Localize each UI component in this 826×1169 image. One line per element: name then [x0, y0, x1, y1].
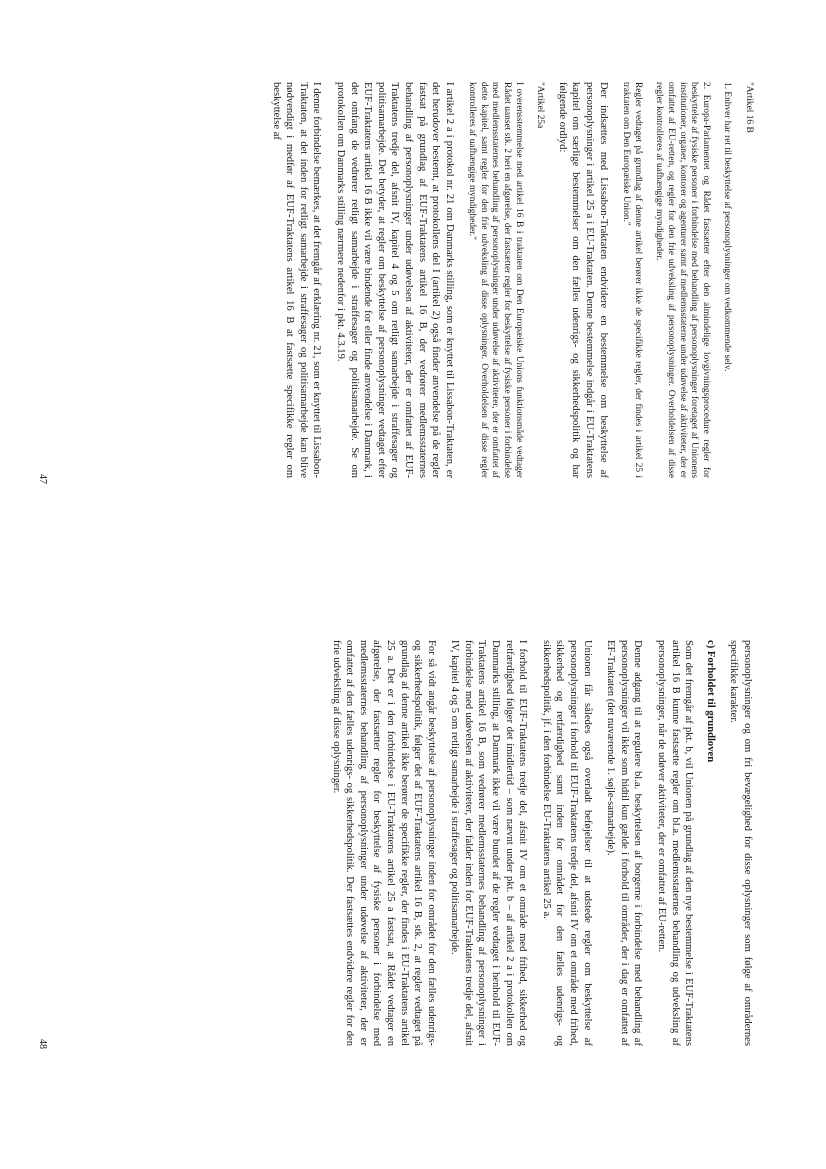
quote-article-16b-paragraph-1: 1. Enhver har ret til beskyttelse af personoplysninger om vedkommende selv.	[722, 82, 733, 372]
body-paragraph: I artikel 2 a i protokol nr. 21 om Danmarks stilling, som er knyttet til Lissabon-Traktaten, er det herudover bestemt, at protokollens del I (artikel 2) også finder anvendelse på de regler fastsat på grundlag af EUF-Traktatens artikel 16 B, der vedrører medlemsstaternes behandling af personoplysninger under udøvelsen af aktiviteter, der er omfattet af EUF-Traktatens tredje del, afsnit IV, kapitel 4 og 5 om retligt samarbejde i straffesager og politisamarbejde. Det betyder, at regler om beskyttelse af personoplysninger vedtaget efter EUF-Traktatens artikel 16 B ikke vil være bindende for eller finde anvendelse i Danmark, i det omfang de vedrører retligt samarbejde i straffesager og politisamarbejde. Se om protokollen om Danmarks stilling nærmere nedenfor i pkt. 4.3.19.	[334, 82, 455, 478]
quote-article-25a-title: "Artikel 25a	[535, 82, 546, 129]
body-paragraph: I denne forbindelse bemærkes, at det fremgår af erklæring nr. 21, som er knyttet til Lissabon-Traktaten, at det inden for retligt samarbejde i straffesager og politisamarbejde kan blive nødvendigt i medfør af EUF-Traktatens artikel 16 B at fastsætte specifikke regler om beskyttelse af	[270, 82, 323, 478]
section-heading: c) Forholdet til grundloven	[704, 640, 716, 763]
body-paragraph: Unionen får således også overladt beføjelser til at udstede regler om beskyttelse af personoplysninger i forhold til EUF-Traktatens tredje del, afsnit IV om et område med frihed, sikkerhed og retfærdighed samt inden for området for den fælles udenrigs- og sikkerhedspolitik, jf. i den forbindelse EU-Traktatens artikel 25 a.	[540, 640, 593, 1046]
quote-article-16b-paragraph-3: Regler vedtaget på grundlag af denne artikel berører ikke de specifikke regler, der findes i artikel 25 i traktaten om Den Europæiske Union."	[621, 82, 643, 478]
quote-article-16b-title: "Artikel 16 B	[744, 82, 754, 133]
right-page-column	[319, 640, 754, 1046]
body-paragraph: Som det fremgår af pkt. b, vil Unionen på grundlag af den nye bestemmelse i EUF-Traktatens artikel 16 B kunne fastsætte regler om bl.a. medlemsstaternes behandling og udveksling af personoplysninger, når de udøver aktiviteter, der er omfattet af EU-retten.	[656, 640, 695, 1046]
body-paragraph: personoplysninger og om fri bevægelighed for disse oplysninger som følge af områdernes specifikke karakter.	[728, 640, 753, 1046]
body-paragraph: For så vidt angår beskyttelse af personoplysninger inden for området for den fælles udenrigs- og sikkerhedspolitik, følger det af EUF-Traktatens artikel 16 B, stk. 2, at regler vedtaget på grundlag af denne artikel ikke berører de specifikke regler, der findes i EU-Traktatens artikel 25 a. Det er i den forbindelse i EU-Traktatens artikel 25 a fastsat, at Rådet vedtager en afgørelse, der fastsætter regler for beskyttelse af fysiske personer i forbindelse med medlemsstaternes behandling af personoplysninger under udøvelse af aktiviteter, der er omfattet af den fælles udenrigs- og sikkerhedspolitik. Der fastsættes endvidere regler for den frie udveksling af disse oplysninger.	[330, 640, 437, 1046]
left-page-column	[259, 82, 754, 478]
body-paragraph: Der indsættes med Lissabon-Traktaten endvidere en bestemmelse om beskyttelse af personoplysninger i artikel 25 a i EU-Traktaten. Denne bestemmelse indgår i EU-Traktatens kapitel om særlige bestemmelser om den fælles udenrigs- og sikkerhedspolitik og har følgende ordlyd:	[556, 82, 609, 478]
body-paragraph: Denne adgang til at regulere bl.a. beskyttelsen af borgerne i forbindelse med behandling af personoplysninger vil ikke som hidtil kun gælde i forhold til områder, der i dag er omfattet af EF-Traktaten (det nuværende 1. søjle-samarbejde).	[605, 640, 644, 1046]
quote-article-25a-paragraph: I overensstemmelse med artikel 16 B i traktaten om Den Europæiske Unions funktionsmåde vedtager Rådet uanset stk. 2 heri en afgørelse, der fastsætter regler for beskyttelse af fysiske personer i forbindelse med medlemsstaternes behandling af personoplysninger under udøvelse af aktiviteter, der er omfattet af dette kapitel, samt regler for den frie udveksling af disse oplysninger. Overholdelsen af disse regler kontrolleres af uafhængige myndigheder."	[467, 82, 524, 478]
page-number-left: 47	[37, 474, 48, 484]
page-number-right: 48	[37, 1039, 48, 1049]
body-paragraph: I forhold til EUF-Traktatens tredje del, afsnit IV om et område med frihed, sikkerhed og retfærdighed følger det imidlertid – som nævnt under pkt. b – af artikel 2 a i protokollen om Danmarks stilling, at Danmark ikke vil være bundet af de regler vedtaget i henhold til EUF-Traktatens artikel 16 B, som vedrører medlemsstaternes behandling af personoplysninger i forbindelse med udøvelsen af aktiviteter, der falder inden for EUF-Traktatens tredje del, afsnit IV, kapitel 4 og 5 om retligt samarbejde i straffesager og politisamarbejde.	[449, 640, 529, 1046]
quote-article-16b-paragraph-2: 2. Europa-Parlamentet og Rådet fastsætter efter den almindelige lovgivningsprocedure regler for beskyttelse af fysiske personer i forbindelse med behandling af personoplysninger foretaget af Unionens institutioner, organer, kontorer og agenturer samt af medlemsstaterne under udøvelse af aktiviteter, der er omfattet af EU-retten, og regler for den frie udveksling af personoplysninger. Overholdelsen af disse regler kontrolleres af uafhængige myndigheder.	[654, 82, 711, 478]
